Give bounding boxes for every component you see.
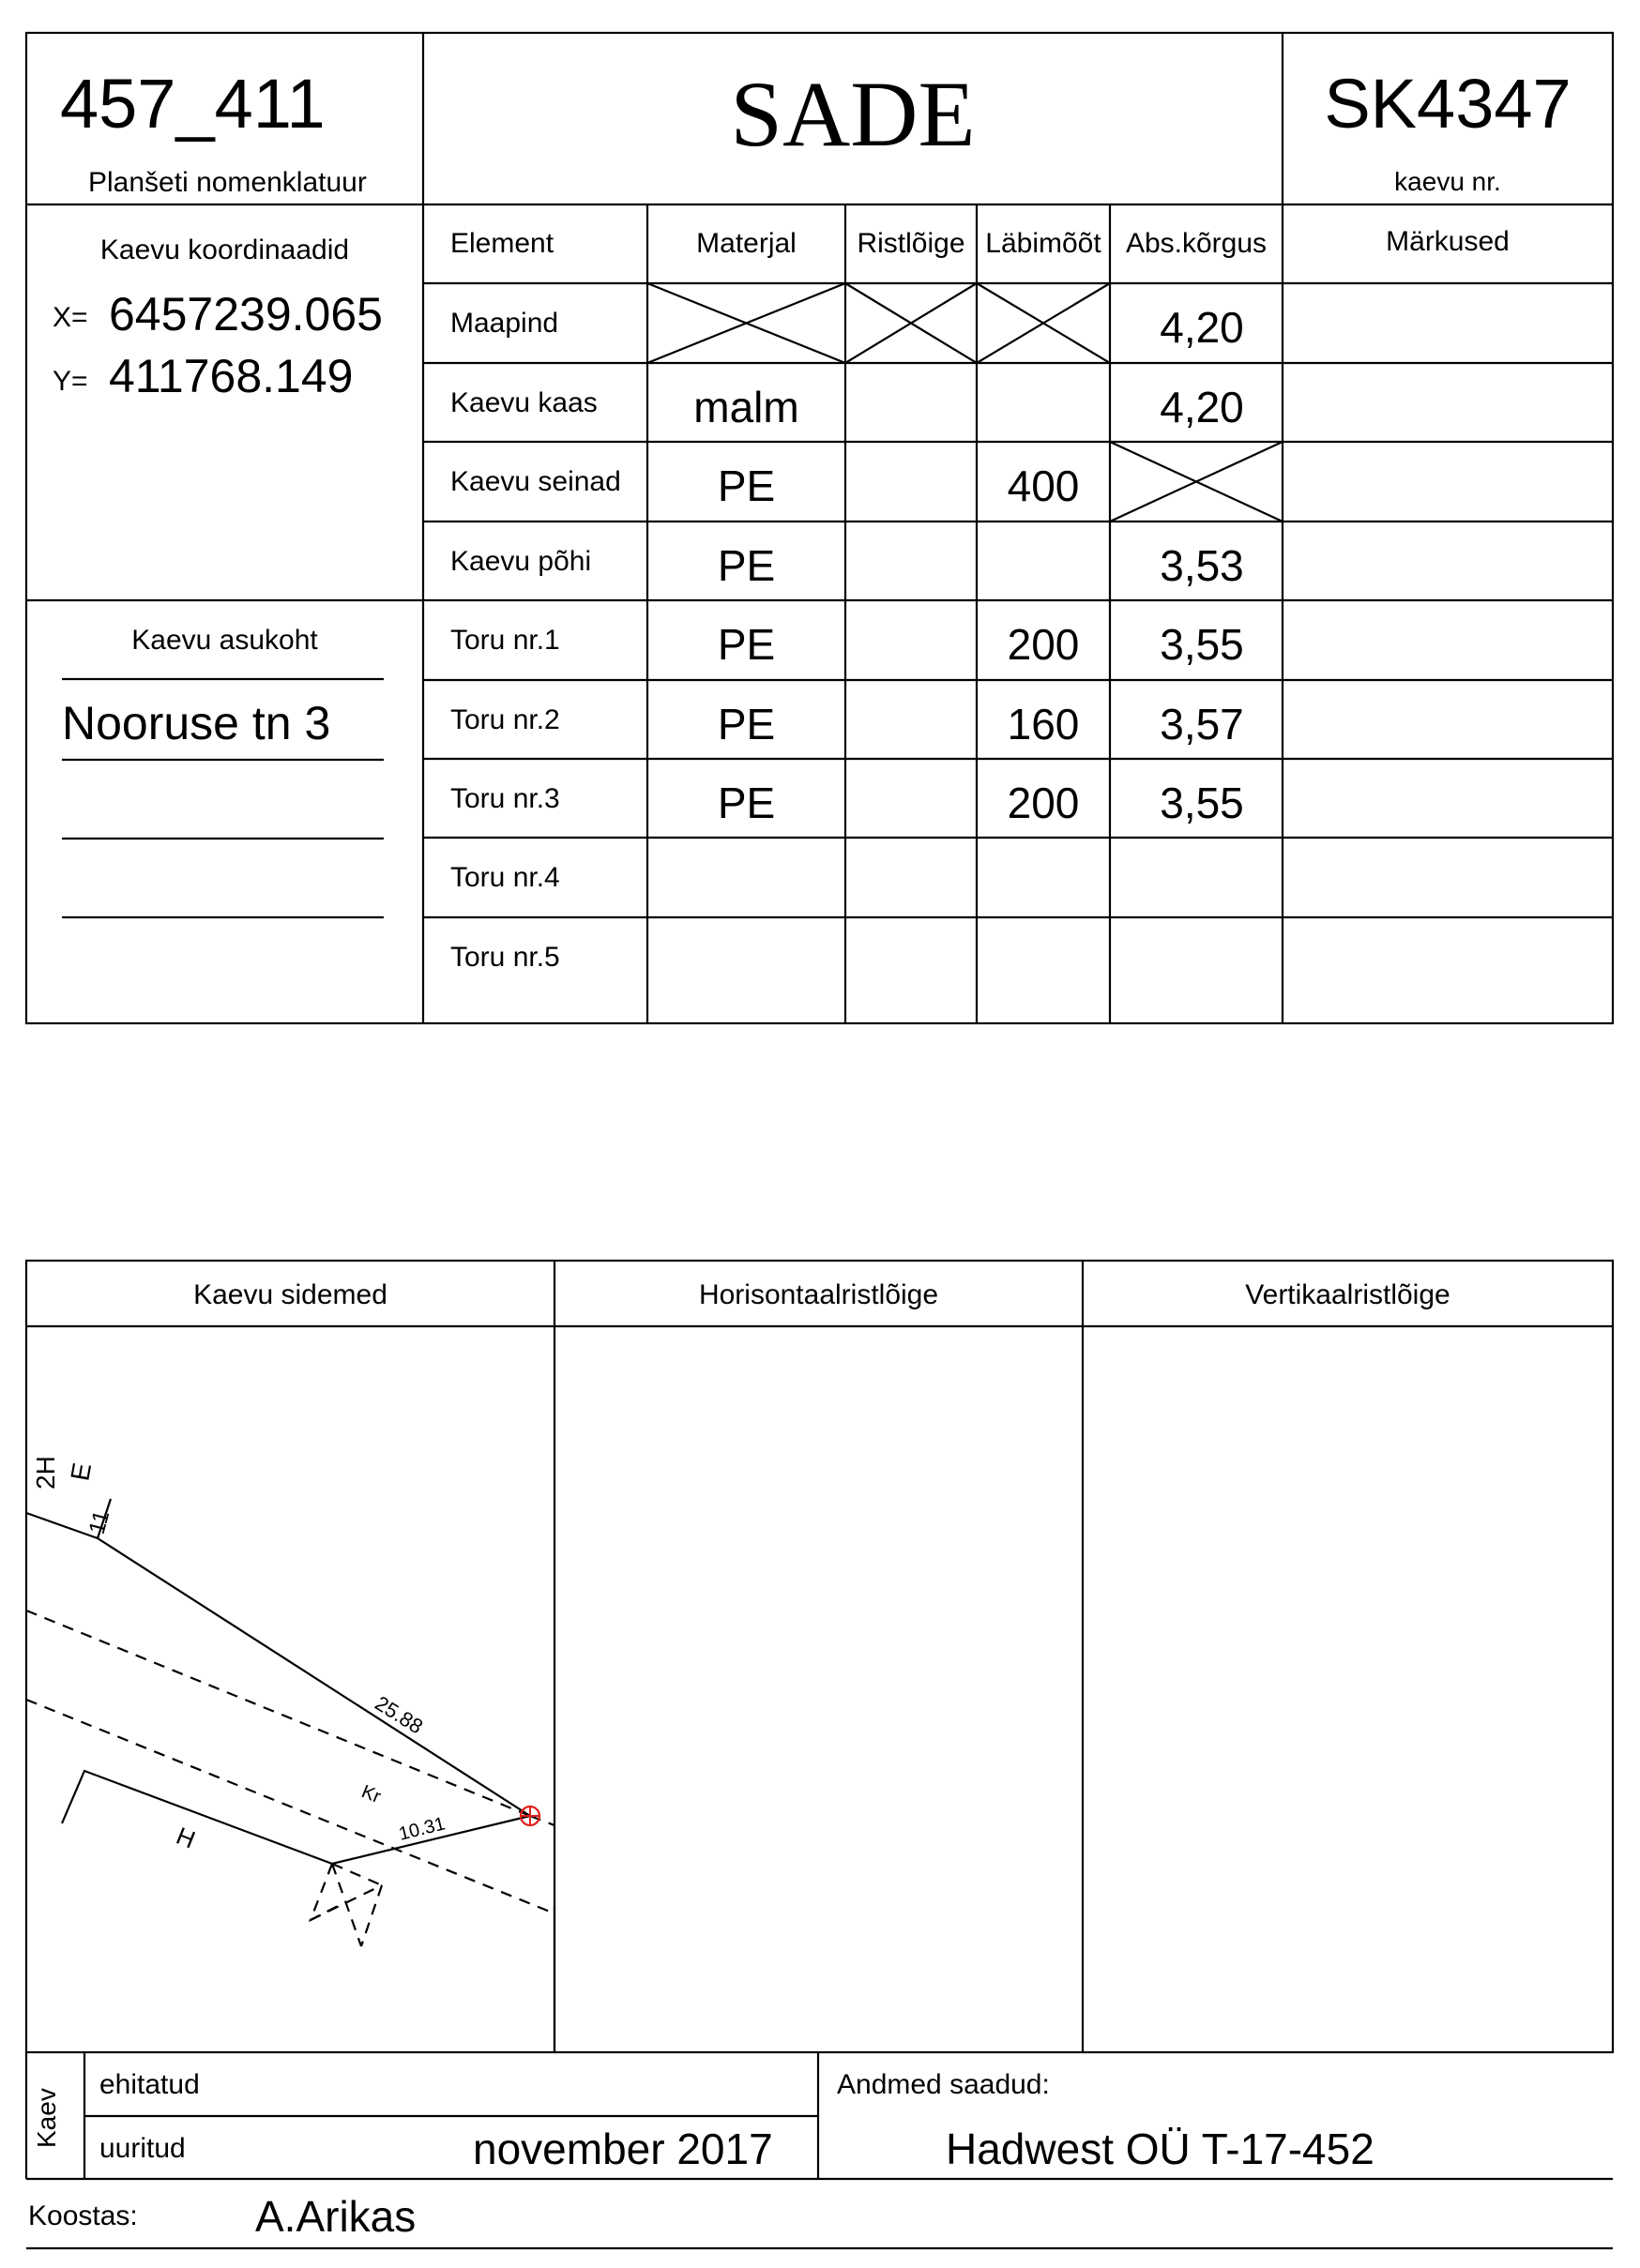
well-number-label: kaevu nr. — [1394, 167, 1501, 196]
coordinates-label: Kaevu koordinaadid — [99, 234, 350, 265]
location-line1: Nooruse tn 3 — [62, 697, 331, 749]
author: A.Arikas — [255, 2192, 417, 2241]
cell-material: PE — [717, 461, 776, 510]
cell-element: Kaevu kaas — [450, 387, 598, 418]
cell-element: Toru nr.4 — [450, 862, 560, 893]
sketch-label-2h: 2H — [31, 1456, 60, 1489]
cell-material: PE — [717, 700, 776, 748]
author-label: Koostas: — [28, 2200, 138, 2231]
plansheet-label: Planšeti nomenklatuur — [88, 167, 367, 198]
panel-ties-title: Kaevu sidemed — [193, 1279, 387, 1310]
cell-material: PE — [717, 779, 776, 827]
y-label: Y= — [53, 366, 88, 397]
surveyed-label: uuritud — [99, 2133, 186, 2164]
sketch-label-h: H — [172, 1821, 200, 1854]
cell-material: malm — [693, 383, 799, 431]
cell-element: Kaevu seinad — [450, 466, 621, 497]
kaev-label: Kaev — [32, 2088, 61, 2148]
sketch-label-11: 11 — [84, 1507, 115, 1537]
surveyed-date: november 2017 — [473, 2124, 773, 2173]
header-remarks: Märkused — [1386, 226, 1510, 257]
panel-vertical-title: Vertikaalristlõige — [1245, 1279, 1450, 1310]
panel-horizontal-title: Horisontaalristlõige — [698, 1279, 939, 1310]
well-number: SK4347 — [1324, 65, 1572, 143]
plansheet-value: 457_411 — [60, 65, 326, 143]
cell-diameter: 160 — [1007, 700, 1080, 748]
cell-diameter: 400 — [1007, 461, 1080, 510]
header-cross-section: Ristlõige — [857, 228, 965, 259]
sketch-dist-2: 10.31 — [396, 1813, 448, 1845]
cell-material: PE — [717, 541, 776, 590]
location-label: Kaevu asukoht — [131, 625, 318, 656]
y-value: 411768.149 — [109, 350, 354, 402]
cell-element: Toru nr.2 — [450, 704, 560, 735]
page-title: SADE — [730, 62, 976, 166]
cell-elevation: 4,20 — [1160, 303, 1244, 352]
sketch-label-kr: Kr — [358, 1781, 384, 1808]
cell-elevation: 3,55 — [1160, 620, 1244, 669]
cell-diameter: 200 — [1007, 620, 1080, 669]
header-material: Materjal — [696, 228, 797, 259]
x-value: 6457239.065 — [109, 288, 383, 340]
cell-elevation: 3,53 — [1160, 541, 1244, 590]
cell-element: Toru nr.5 — [450, 942, 560, 973]
cell-element: Toru nr.3 — [450, 783, 560, 814]
data-source-label: Andmed saadud: — [837, 2069, 1050, 2100]
cell-elevation: 3,57 — [1160, 700, 1244, 748]
cell-element: Kaevu põhi — [450, 546, 592, 577]
cell-elevation: 4,20 — [1160, 383, 1244, 431]
sketch-label-e: E — [65, 1460, 98, 1484]
cell-elevation: 3,55 — [1160, 779, 1244, 827]
data-source: Hadwest OÜ T-17-452 — [946, 2124, 1374, 2173]
x-label: X= — [53, 302, 88, 333]
cell-diameter: 200 — [1007, 779, 1080, 827]
header-diameter: Läbimõõt — [985, 228, 1101, 259]
header-element: Element — [450, 228, 554, 259]
cell-material: PE — [717, 620, 776, 669]
built-label: ehitatud — [99, 2069, 200, 2100]
cell-element: Maapind — [450, 308, 559, 339]
sketch-dist-1: 25.88 — [371, 1691, 428, 1739]
cell-element: Toru nr.1 — [450, 625, 560, 656]
header-elevation: Abs.kõrgus — [1125, 228, 1268, 259]
